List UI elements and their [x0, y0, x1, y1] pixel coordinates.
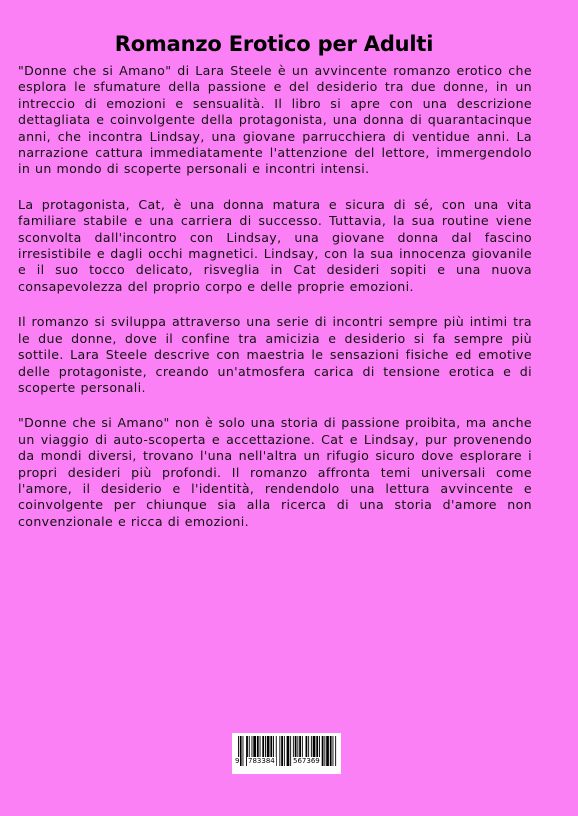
barcode-bar [279, 736, 280, 766]
paragraph-1: "Donne che si Amano" di Lara Steele è un avvincente romanzo erotico che esplora le sfumature della passione e del desiderio tra due donne, in un intreccio di emozioni e sensualità. Il libro si apre con una descrizione dettagliata e coinvolgente della protagonista, una donna di quarantacinque anni, che incontra Lindsay, una giovane parrucchiera di ventidue anni. La narrazione cattura immediatamente l'attenzione del lettore, immergendolo in un mondo di scoperte personali e incontri intensi. [18, 63, 532, 177]
paragraph-4: "Donne che si Amano" non è solo una storia di passione proibita, ma anche un viaggio di auto-scoperta e accettazione. Cat e Lindsay, pur provenendo da mondi diversi, trovano l'una nell'altra un rifugio sicuro dove esplorare i propri desideri più profondi. Il romanzo affronta temi universali come l'amore, il desiderio e l'identità, rendendolo una lettura avvincente e coinvolgente per chiunque sia alla ricerca di una storia d'amore non convenzionale e ricca di emozioni. [18, 415, 532, 529]
page-title: Romanzo Erotico per Adulti [114, 32, 434, 57]
barcode-bar [290, 736, 291, 766]
barcode-bar [284, 736, 285, 766]
barcode-bar [326, 736, 329, 766]
barcode-group-right: 567369 [293, 757, 320, 765]
barcode-bars [232, 733, 341, 774]
back-cover-text [18, 63, 532, 549]
barcode-bar [330, 736, 332, 766]
paragraph-2: La protagonista, Cat, è una donna matura e sicura di sé, con una vita familiare stabile e una carriera di successo. Tuttavia, la sua routine viene sconvolta dall'incontro con Lindsay, una giovane donna dal fascino irresistibile e dagli occhi magnetici. Lindsay, con la sua innocenza giovanile e il suo tocco delicato, risveglia in Cat desideri sopiti e una nuova consapevolezza del proprio corpo e delle proprie emozioni. [18, 196, 532, 294]
barcode-bar [324, 736, 325, 766]
barcode-bar [243, 736, 244, 766]
barcode-bar [322, 736, 324, 766]
barcode-bar [335, 736, 336, 766]
barcode-bar [287, 736, 290, 766]
isbn-barcode [232, 733, 341, 774]
barcode-digit-lead: 9 [235, 757, 240, 765]
barcode-bar [276, 736, 277, 766]
barcode-bar [281, 736, 283, 766]
barcode-group-left: 783384 [248, 757, 275, 765]
paragraph-3: Il romanzo si sviluppa attraverso una serie di incontri sempre più intimi tra le due donne, dove il confine tra amicizia e desiderio si fa sempre più sottile. Lara Steele descrive con maestria le sensazioni fisiche ed emotive delle protagoniste, creando un'atmosfera carica di tensione erotica e di scoperte personali. [18, 314, 532, 395]
barcode-bar [333, 736, 334, 766]
